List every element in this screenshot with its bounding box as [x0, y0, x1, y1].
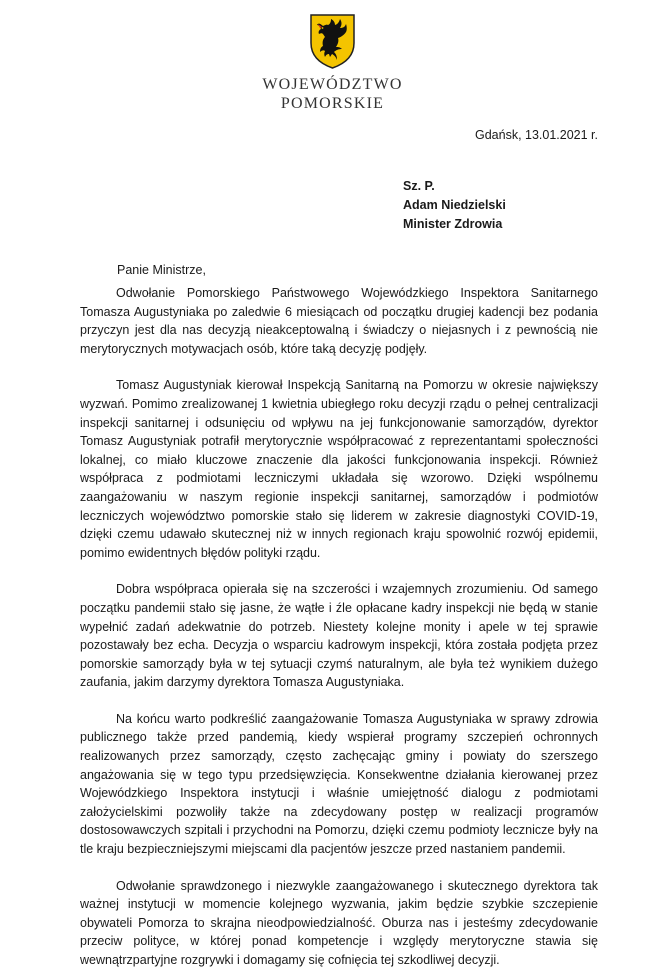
paragraph-dismissal: Odwołanie Pomorskiego Państwowego Wojewódzkiego Inspektora Sanitarnego Tomasza Augustyniaka po zaledwie 6 miesiącach od początku drugiej kadencji bez podania przyczyn jest dla nas decyzją nieakceptowalną i świadczy o niejasnych i z pewnością nie merytorycznych motywacjach osób, które taką decyzję podjęły.: [80, 286, 598, 356]
paragraph-cooperation: Dobra współpraca opierała się na szczerości i wzajemnych zrozumieniu. Od samego początku pandemii stało się jasne, że wątłe i źle opłacane kadry inspekcji nie będą w stanie wypełnić zadań adekwatnie do potrzeb. Niestety kolejne monity i apele w tej sprawie pozostawały bez echa. Decyzja o wsparciu kadrowym inspekcji, która została podjęta przez pomorskie samorządy była w tej sytuacji czymś naturalnym, ale była też wynikiem dużego zaufania, jakim darzymy dyrektora Tomasza Augustyniaka.: [80, 582, 598, 690]
recipient-title: Minister Zdrowia: [403, 217, 503, 231]
recipient-salutation: Sz. P.: [403, 179, 435, 193]
recipient-block: [403, 177, 506, 234]
griffin-crest-icon: [309, 13, 356, 69]
paragraph-demand: Odwołanie sprawdzonego i niezwykle zaangażowanego i skutecznego dyrektora tak ważnej instytucji w momencie kolejnego wyzwania, jakim będzie szybkie szczepienie obywateli Pomorza to skrajna nieodpowiedzialność. Oburza nas i jesteśmy zdecydowanie przeciw polityce, w której ponad kompetencje i względy merytoryczne stawia się wewnątrzpartyjne rozgrywki i domagamy się cofnięcia tej szkodliwej decyzji.: [80, 878, 598, 967]
letter-body: [80, 284, 598, 970]
paragraph-public-health: Na końcu warto podkreślić zaangażowanie Tomasza Augustyniaka w sprawy zdrowia publicznego także przed pandemią, kiedy wspierał programy szczepień ochronnych realizowanych przez samorządy, często zachęcając gminy i powiaty do szerszego angażowania się w tego typu przedsięwzięcia. Konsekwentne działania kierowanej przez Wojewódzkiego Inspektora instytucji i właśnie umiejętność dialogu z podmiotami założycielskimi pozwoliły także na zdecydowany postęp w realizacji programów dostosowawczych szpitali i przychodni na Pomorzu, dzięki czemu podmioty lecznicze były na tle kraju bezpieczniejszymi miejscami dla pacjentów jeszcze przed nastaniem pandemii.: [80, 711, 598, 857]
letter-salutation: Panie Ministrze,: [117, 263, 206, 277]
paragraph-leadership: Tomasz Augustyniak kierował Inspekcją Sanitarną na Pomorzu w okresie największy wyzwań. Pomimo zrealizowanej 1 kwietnia ubiegłego roku decyzji rządu o pełnej centralizacji inspekcji sanitarnej i odsunięciu od wpływu na jej funkcjonowanie samorządów, dyrektor Tomasz Augustyniak potrafił merytorycznie współpracować z reprezentantami społeczności lokalnej, co miało kluczowe znaczenie dla jakości funkcjonowania inspekcji. Również współpraca z podmiotami leczniczymi układała się wzorowo. Dzięki wspólnemu zaangażowaniu w naszym regionie inspekcji sanitarnej, samorządów i podmiotów leczniczych województwo pomorskie stało się liderem w zakresie diagnostyki COVID-19, dzięki czemu udawało skutecznej niż w innych regionach kraju spowolnić rozwój epidemii, pomimo ewidentnych błędów polityki rządu.: [80, 378, 598, 560]
org-name-line2: POMORSKIE: [280, 95, 385, 112]
org-name-line1: WOJEWÓDZTWO: [262, 76, 403, 93]
letter-date: Gdańsk, 13.01.2021 r.: [474, 128, 598, 142]
recipient-name: Adam Niedzielski: [403, 198, 506, 212]
